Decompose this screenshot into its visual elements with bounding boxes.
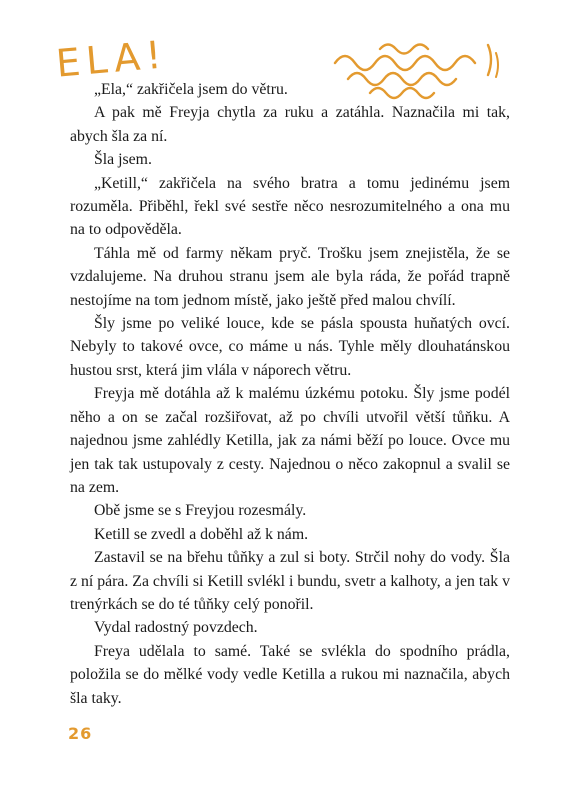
paragraph: Freya udělala to samé. Také se svlékla do spodního prádla, položila se do mělké vody vedle Ketilla a rukou mi naznačila, abych šla taky.: [70, 642, 510, 707]
paragraph: „Ketill,“ zakřičela na svého bratra a tomu jedinému jsem rozuměla. Přiběhl, řekl své sestře něco nesrozumitelného a ona mu na to odpověděla.: [70, 174, 510, 239]
paragraph: Freyja mě dotáhla až k malému úzkému potoku. Šly jsme podél něho a on se začal rozšiřovat, až po chvíli utvořil větší tůňku. A najednou jsme zahlédly Ketilla, jak za námi běží po louce. Ovce mu jen tak tak ustupovaly z cesty. Najednou o něco zakopnul a svalil se na zem.: [70, 385, 510, 496]
paragraph: Ketill se zvedl a doběhl až k nám.: [94, 525, 309, 543]
paragraph: „Ela,“ zakřičela jsem do větru.: [94, 81, 288, 98]
paragraph: Vydal radostný povzdech.: [94, 619, 258, 637]
story-text: [70, 78, 510, 710]
page-number: 26: [68, 724, 93, 743]
paragraph: Obě jsme se s Freyjou rozesmály.: [94, 502, 307, 520]
paragraph: Táhla mě od farmy někam pryč. Trošku jsem znejistěla, že se vzdalujeme. Na druhou stranu jsem ale byla ráda, že pořád trapně nestojíme na tom jednom místě, jako ještě před malou chvílí.: [70, 244, 510, 309]
paragraph: Šla jsem.: [94, 151, 152, 169]
paragraph: Šly jsme po veliké louce, kde se pásla spousta huňatých ovcí. Nebyly to takové ovce, co máme u nás. Tyhle měly dlouhatánskou hustou srst, která jim vlála v náporech větru.: [70, 315, 510, 379]
paragraph: Zastavil se na břehu tůňky a zul si boty. Strčil nohy do vody. Šla z ní pára. Za chvíli si Ketill svlékl i bundu, svetr a kalhoty, a jen tak v trenýrkách se do té tůňky celý ponořil.: [70, 549, 510, 613]
paragraph: A pak mě Freyja chytla za ruku a zatáhla. Naznačila mi tak, abych šla za ní.: [70, 104, 510, 145]
chapter-heading-art: ELA!: [54, 32, 169, 86]
